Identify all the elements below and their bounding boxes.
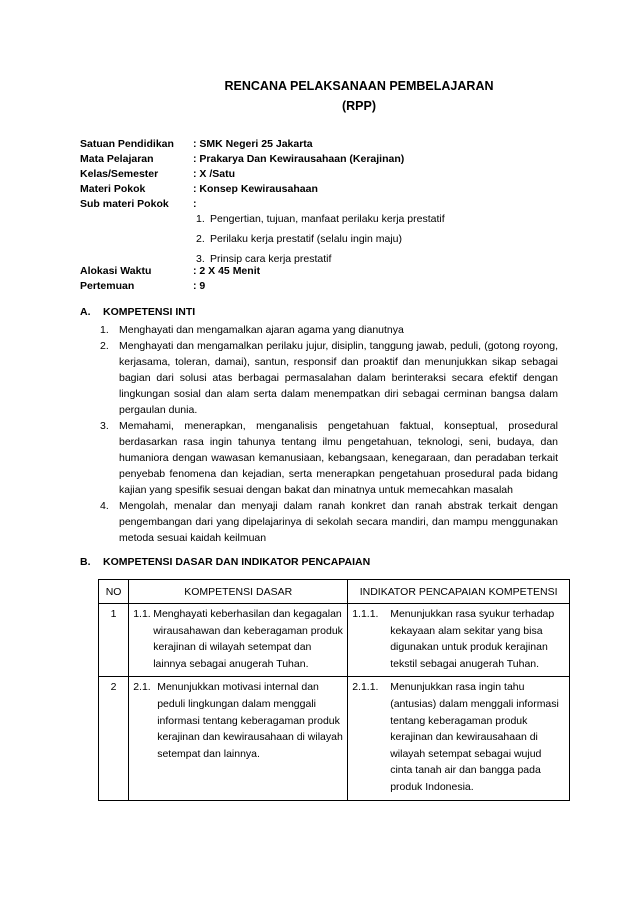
identity-label: Satuan Pendidikan: [80, 138, 174, 150]
list-text: Memahami, menerapkan, menganalisis pengetahuan faktual, konseptual, prosedural berdasarkan rasa ingin tahunya tentang ilmu pengetahuan, teknologi, seni, budaya, dan humaniora dengan wawasan kemanusiaan, kebangsaan, kenegaraan, dan peradaban terkait penyebab fenomena dan kejadian, serta menerapkan pengetahuan prosedural pada bidang kajian yang spesifik sesuai dengan bakat dan minatnya untuk memecahkan masalah: [119, 420, 558, 496]
section-title: KOMPETENSI DASAR DAN INDIKATOR PENCAPAIAN: [103, 556, 371, 568]
list-item: [196, 229, 445, 249]
section-letter: A.: [80, 306, 91, 318]
kd-code: 1.1.: [133, 608, 151, 620]
list-number: 2.: [196, 233, 205, 245]
indikator-text: Menunjukkan rasa syukur terhadap kekayaan alam sekitar yang bisa digunakan untuk produk kerajinan tekstil sebagai anugerah Tuhan.: [390, 608, 555, 670]
list-text: Prinsip cara kerja prestatif: [210, 253, 332, 265]
list-number: 3.: [196, 253, 205, 265]
indikator-text: Menunjukkan rasa ingin tahu (antusias) dalam menggali informasi tentang keberagaman produk kerajinan dan kewirausahaan di wilayah setempat sebagai wujud cinta tanah air dan bangga pada produk Indonesia.: [390, 681, 559, 793]
list-number: 1.: [100, 324, 109, 336]
cell-kd: [129, 604, 348, 677]
identity-label: Sub materi Pokok: [80, 198, 169, 210]
section-letter: B.: [80, 556, 91, 568]
list-number: 1.: [196, 213, 205, 225]
indikator-code: 2.1.1.: [352, 681, 379, 694]
list-number: 2.: [100, 340, 109, 352]
kd-code: 2.1.: [133, 681, 151, 694]
list-text: Mengolah, menalar dan menyaji dalam ranah konkret dan ranah abstrak terkait dengan pengembangan dari yang dipelajarinya di sekolah secara mandiri, dan mampu menggunakan metoda sesuai kaidah keilmuan: [119, 500, 558, 544]
identity-value: : 9: [193, 280, 206, 292]
identity-block-2: [80, 264, 260, 294]
cell-indikator: [348, 604, 570, 677]
list-number: 3.: [100, 420, 109, 432]
column-header-kd: KOMPETENSI DASAR: [129, 580, 348, 604]
identity-block: [80, 137, 404, 212]
list-text: Menghayati dan mengamalkan ajaran agama yang dianutnya: [119, 324, 404, 336]
section-a-heading: [80, 306, 195, 318]
indikator-code: 1.1.1.: [352, 608, 379, 620]
kompetensi-inti-list: [100, 322, 558, 546]
list-item: [100, 498, 558, 546]
identity-row: [80, 137, 404, 152]
kd-text: Menunjukkan motivasi internal dan peduli lingkungan dalam menggali informasi tentang keberagaman produk kerajinan dan kewirausahaan di wilayah setempat dan lainnya.: [157, 681, 343, 760]
identity-value: : 2 X 45 Menit: [193, 265, 261, 277]
document-subtitle: (RPP): [341, 99, 377, 113]
column-header-no: NO: [99, 580, 129, 604]
identity-value: :: [193, 198, 197, 210]
identity-value: : Konsep Kewirausahaan: [193, 183, 318, 195]
list-item: [196, 209, 445, 229]
identity-row: [80, 182, 404, 197]
list-item: [100, 418, 558, 498]
identity-row: [80, 264, 260, 279]
identity-value: : SMK Negeri 25 Jakarta: [193, 138, 313, 150]
section-b-heading: [80, 556, 370, 568]
list-text: Perilaku kerja prestatif (selalu ingin maju): [210, 233, 402, 245]
identity-label: Kelas/Semester: [80, 168, 159, 180]
table-row: [99, 604, 570, 677]
kd-text: Menghayati keberhasilan dan kegagalan wirausahawan dan keberagaman produk kerajinan di wilayah setempat dan lainnya sebagai anugerah Tuhan.: [153, 608, 343, 670]
identity-label: Pertemuan: [80, 280, 135, 292]
identity-value: : Prakarya Dan Kewirausahaan (Kerajinan): [193, 153, 405, 165]
list-text: Menghayati dan mengamalkan perilaku jujur, disiplin, tanggung jawab, peduli, (gotong royong, kerjasama, toleran, damai), santun, responsif dan proaktif dan menunjukkan sikap sebagai bagian dari solusi atas berbagai permasalahan dalam berinteraksi secara efektif dengan lingkungan sosial dan alam serta dalam menempatkan diri sebagai cerminan bangsa dalam pergaulan dunia.: [119, 340, 558, 416]
identity-row: [80, 167, 404, 182]
identity-label: Mata Pelajaran: [80, 153, 154, 165]
sub-materi-list: [196, 209, 445, 269]
table-header-row: [99, 580, 570, 604]
table-row: [99, 677, 570, 800]
section-title: KOMPETENSI INTI: [103, 306, 196, 318]
cell-no: 1: [99, 604, 129, 677]
list-item: [100, 338, 558, 418]
list-number: 4.: [100, 500, 109, 512]
list-text: Pengertian, tujuan, manfaat perilaku kerja prestatif: [210, 213, 445, 225]
column-header-indikator: INDIKATOR PENCAPAIAN KOMPETENSI: [348, 580, 570, 604]
cell-no: 2: [99, 677, 129, 800]
document-title: RENCANA PELAKSANAAN PEMBELAJARAN: [224, 79, 494, 93]
identity-label: Materi Pokok: [80, 183, 146, 195]
identity-row: [80, 152, 404, 167]
kompetensi-dasar-table: [98, 579, 570, 801]
identity-label: Alokasi Waktu: [80, 265, 152, 277]
identity-value: : X /Satu: [193, 168, 236, 180]
list-item: [100, 322, 558, 338]
cell-indikator: [348, 677, 570, 800]
cell-kd: [129, 677, 348, 800]
identity-row: [80, 279, 260, 294]
